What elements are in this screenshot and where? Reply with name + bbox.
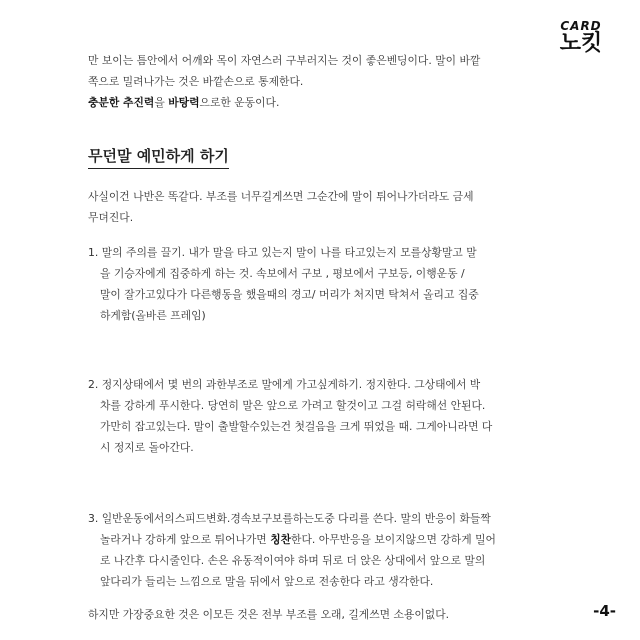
item-3-line-1: 3. 일반운동에서의스피드변화.경속보구보를하는도중 다리를 쓴다. 말의 반응이 화들짝 [88,512,491,525]
paragraph-1 [88,186,550,228]
section-heading: 무던말 예민하게 하기 [88,145,229,169]
item-3-line-2 [88,529,550,550]
item-3-line-2a: 놀라거나 강하게 앞으로 튀어나가면 [100,533,271,546]
item-2-line-1: 2. 정지상태에서 몇 번의 과한부조로 말에게 가고싶게하기. 정지한다. 그상태에서 박 [88,378,481,391]
item-3-line-3: 로 나간후 다시줄인다. 손은 유동적이여야 하며 뒤로 더 앉은 상대에서 앞으로 말의 [100,554,486,567]
item-2-line-2: 차를 강하게 푸시한다. 당연히 말은 앞으로 가려고 할것이고 그걸 허락해선 안된다. [100,399,486,412]
item-1-line-2: 을 기승자에게 집중하게 하는 것. 속보에서 구보 , 평보에서 구보등, 이행운동 / [100,267,465,280]
list-item-1 [88,242,550,326]
intro-line-2: 쪽으로 밀려나가는 것은 바깥손으로 통제한다. [88,75,304,88]
list-item-2 [88,374,550,458]
closing-paragraph [88,604,550,625]
item-3-bold-praise: 칭찬 [270,533,292,546]
card-knock-logo [552,20,610,56]
page-number: -4- [593,602,616,620]
item-3-line-4: 앞다리가 들리는 느낌으로 말을 뒤에서 앞으로 전송한다 라고 생각한다. [100,575,434,588]
intro-mid: 을 [154,96,169,109]
list-item-3 [88,508,550,592]
item-2-line-4: 시 정지로 돌아간다. [100,441,194,454]
item-1-line-1: 1. 말의 주의를 끌기. 내가 말을 타고 있는지 말이 나를 타고있는지 모를상황말고 말 [88,246,477,259]
logo-card-text: CARD [560,19,602,33]
item-1-line-3: 말이 잘가고있다가 다른행동을 했을때의 경고/ 머리가 처지면 탁쳐서 올리고 집중 [100,288,479,301]
paragraph-1-line-2: 무뎌진다. [88,211,134,224]
item-1-line-4: 하게함(올바른 프레임) [100,309,206,322]
paragraph-1-line-1: 사실이건 나반은 똑같다. 부조를 너무길게쓰면 그순간에 말이 튀어나가더라도 금세 [88,190,474,203]
intro-bold-2: 바탕력 [168,96,200,109]
closing-line: 하지만 가장중요한 것은 이모든 것은 전부 부조를 오래, 길게쓰면 소용이없다. [88,608,450,621]
item-2-line-3: 가만히 잡고있는다. 말이 출발할수있는건 첫걸음을 크게 뛰었을 때. 그게아니라면 다 [100,420,493,433]
intro-bold-1: 충분한 추진력 [88,96,155,109]
intro-end: 으로한 운동이다. [199,96,280,109]
intro-line-1: 만 보이는 틈안에서 어깨와 목이 자연스러 구부러지는 것이 좋은벤딩이다. 말이 바깥 [88,54,481,67]
intro-line-3 [88,92,550,113]
intro-paragraph [88,50,550,113]
item-3-line-2b: 한다. 아무반응을 보이지않으면 강하게 밀어 [291,533,496,546]
logo-knock-text: 노킷 [559,31,603,56]
